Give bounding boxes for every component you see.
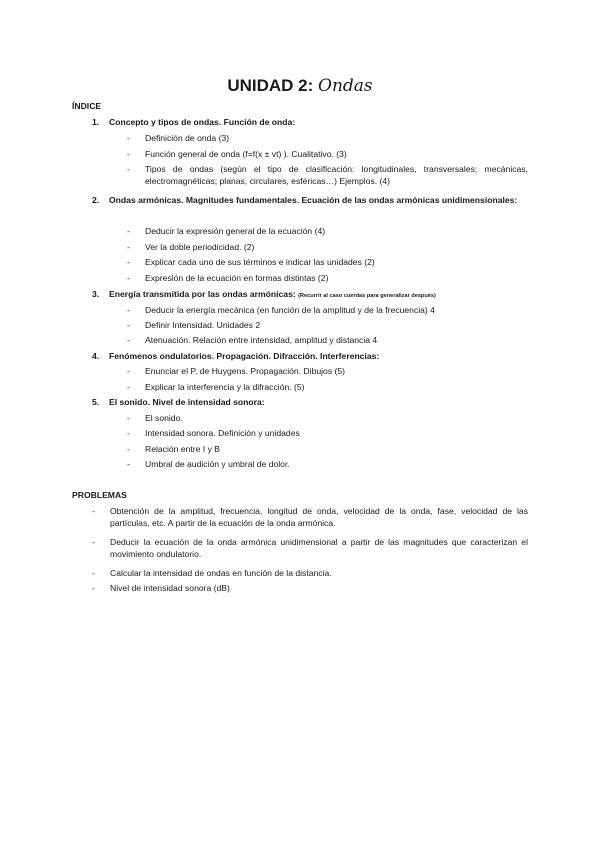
section-1 bbox=[92, 117, 528, 129]
bullet-dash: - bbox=[127, 335, 130, 345]
section-2 bbox=[92, 195, 528, 207]
item-text: Definición de onda (3) bbox=[145, 133, 230, 143]
list-item bbox=[127, 133, 528, 145]
list-item bbox=[127, 335, 528, 347]
bullet-dash: - bbox=[92, 506, 95, 516]
bullet-dash: - bbox=[127, 242, 130, 252]
section-number: 4. bbox=[92, 351, 100, 361]
item-text: Ver la doble periodicidad. (2) bbox=[145, 242, 255, 252]
problemas-heading: PROBLEMAS bbox=[72, 490, 127, 500]
list-item bbox=[127, 444, 528, 456]
item-text: Intensidad sonora. Definición y unidades bbox=[145, 428, 300, 438]
title-bold: UNIDAD 2: bbox=[227, 76, 314, 95]
section-4 bbox=[92, 351, 528, 363]
list-item bbox=[127, 149, 528, 161]
section-title: Energía transmitida por las ondas armónicas: bbox=[109, 289, 296, 299]
list-item bbox=[127, 366, 528, 378]
problem-item bbox=[92, 568, 528, 580]
problem-item bbox=[92, 583, 528, 595]
bullet-dash: - bbox=[127, 273, 130, 283]
section-title: El sonido. Nivel de intensidad sonora: bbox=[109, 397, 265, 407]
section-note: (Recurrir al caso cuerdas para generalizar después) bbox=[298, 293, 436, 299]
item-text: Deducir la energía mecánica (en función de la amplitud y de la frecuencia) 4 bbox=[145, 305, 435, 315]
indice-heading: ÍNDICE bbox=[72, 101, 102, 111]
section-3 bbox=[92, 289, 528, 301]
bullet-dash: - bbox=[127, 133, 130, 143]
bullet-dash: - bbox=[127, 164, 130, 174]
page-title bbox=[0, 76, 600, 96]
item-text: Obtención de la amplitud, frecuencia, longitud de onda, velocidad de la onda, fase, velocidad de las partículas, etc. A partir de la ecuación de la onda armónica. bbox=[110, 506, 528, 528]
list-item bbox=[127, 382, 528, 394]
list-item bbox=[127, 226, 528, 238]
list-item bbox=[127, 320, 528, 332]
item-text: Calcular la intensidad de ondas en función de la distancia. bbox=[110, 568, 332, 578]
item-text: Explicar la interferencia y la difracción. (5) bbox=[145, 382, 305, 392]
bullet-dash: - bbox=[127, 305, 130, 315]
list-item bbox=[127, 459, 528, 471]
list-item bbox=[127, 413, 528, 425]
bullet-dash: - bbox=[127, 149, 130, 159]
list-item bbox=[127, 273, 528, 285]
item-text: Nivel de intensidad sonora (dB) bbox=[110, 583, 230, 593]
list-item bbox=[127, 164, 528, 187]
list-item bbox=[127, 428, 528, 440]
item-text: El sonido. bbox=[145, 413, 183, 423]
item-text: Deducir la expresión general de la ecuación (4) bbox=[145, 226, 326, 236]
section-number: 1. bbox=[92, 117, 100, 127]
item-text: Explicar cada uno de sus términos e indicar las unidades (2) bbox=[145, 257, 375, 267]
item-text: Umbral de audición y umbral de dolor. bbox=[145, 459, 290, 469]
item-text: Enunciar el P. de Huygens. Propagación. Dibujos (5) bbox=[145, 366, 346, 376]
item-text: Definir Intensidad. Unidades 2 bbox=[145, 320, 261, 330]
section-number: 5. bbox=[92, 397, 100, 407]
item-text: Deducir la ecuación de la onda armónica unidimensional a partir de las magnitudes que caracterizan el movimiento ondulatorio. bbox=[110, 537, 528, 559]
bullet-dash: - bbox=[92, 583, 95, 593]
bullet-dash: - bbox=[92, 568, 95, 578]
section-number: 3. bbox=[92, 289, 100, 299]
list-item bbox=[127, 257, 528, 269]
list-item bbox=[127, 242, 528, 254]
item-text: Relación entre I y B bbox=[145, 444, 220, 454]
bullet-dash: - bbox=[127, 444, 130, 454]
section-5 bbox=[92, 397, 528, 409]
section-title: Concepto y tipos de ondas. Función de onda: bbox=[109, 117, 296, 127]
problem-item bbox=[92, 537, 528, 560]
item-text: Expresión de la ecuación en formas distintas (2) bbox=[145, 273, 329, 283]
bullet-dash: - bbox=[127, 428, 130, 438]
section-number: 2. bbox=[92, 195, 100, 205]
bullet-dash: - bbox=[127, 382, 130, 392]
list-item bbox=[127, 305, 528, 317]
bullet-dash: - bbox=[127, 226, 130, 236]
bullet-dash: - bbox=[127, 320, 130, 330]
problem-item bbox=[92, 506, 528, 529]
bullet-dash: - bbox=[127, 459, 130, 469]
bullet-dash: - bbox=[127, 257, 130, 267]
item-text: Función general de onda (f=f(x ± vt) ). Cualitativo. (3) bbox=[145, 149, 347, 159]
title-italic: Ondas bbox=[318, 76, 373, 96]
bullet-dash: - bbox=[92, 537, 95, 547]
section-title: Fenómenos ondulatorios. Propagación. Difracción. Interferencias: bbox=[109, 351, 380, 361]
item-text: Tipos de ondas (según el tipo de clasificación: longitudinales, transversales; mecánicas, electromagnéticas; planas, circulares, esféricas…) Ejemplos. (4) bbox=[145, 164, 528, 186]
item-text: Atenuación. Relación entre intensidad, amplitud y distancia 4 bbox=[145, 335, 378, 345]
bullet-dash: - bbox=[127, 366, 130, 376]
section-title: Ondas armónicas. Magnitudes fundamentales. Ecuación de las ondas armónicas unidimensionales: bbox=[109, 195, 518, 205]
bullet-dash: - bbox=[127, 413, 130, 423]
